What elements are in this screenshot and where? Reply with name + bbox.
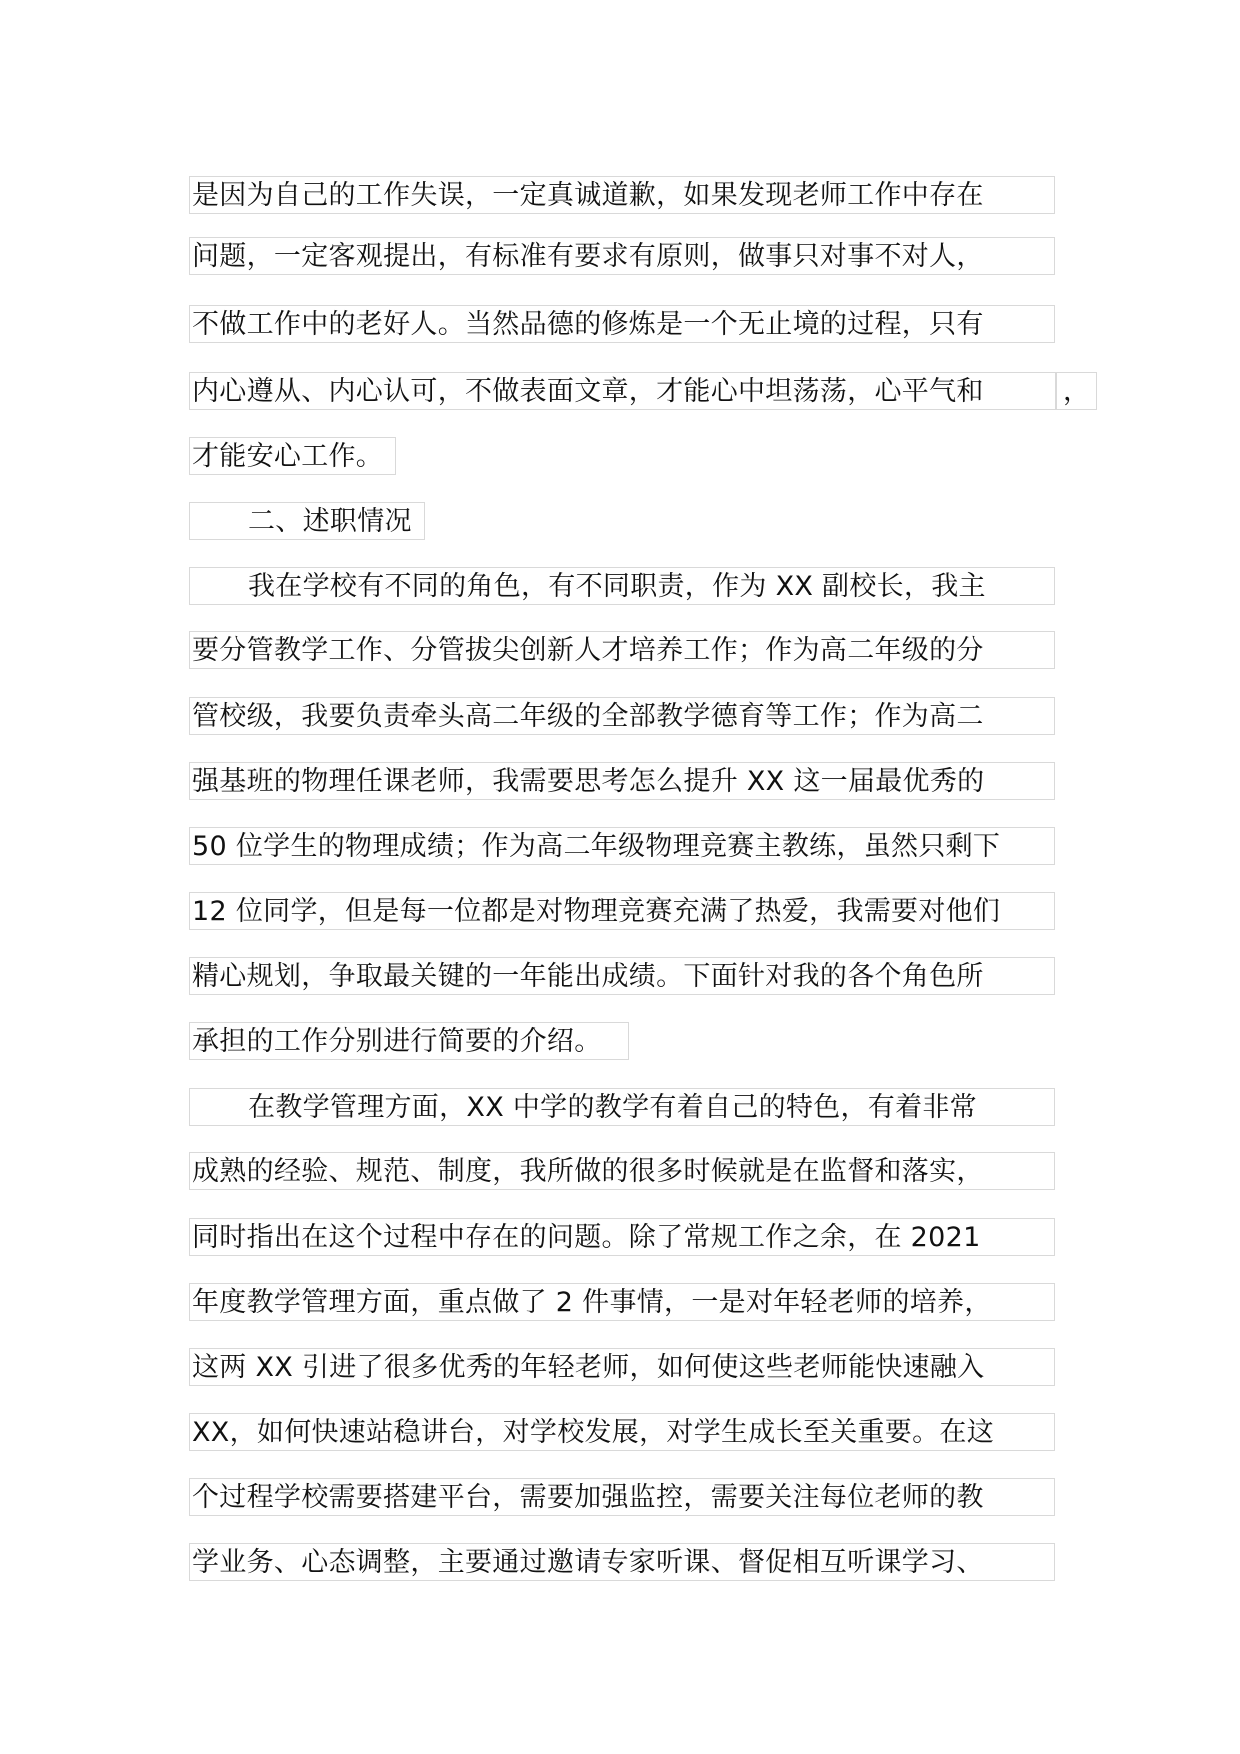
- text-line: 问题，一定客观提出，有标准有要求有原则，做事只对事不对人，: [189, 237, 1055, 275]
- text-line: 内心遵从、内心认可，不做表面文章，才能心中坦荡荡，心平气和: [189, 372, 1056, 410]
- text-line: 在教学管理方面，XX 中学的教学有着自己的特色，有着非常: [189, 1088, 1055, 1126]
- text-line: 才能安心工作。: [189, 437, 396, 475]
- text-line: 12 位同学，但是每一位都是对物理竞赛充满了热爱，我需要对他们: [189, 892, 1055, 930]
- text-line: 个过程学校需要搭建平台，需要加强监控，需要关注每位老师的教: [189, 1478, 1055, 1516]
- text-line: 这两 XX 引进了很多优秀的年轻老师，如何使这些老师能快速融入: [189, 1348, 1055, 1386]
- text-line: 不做工作中的老好人。当然品德的修炼是一个无止境的过程，只有: [189, 305, 1055, 343]
- text-line: 学业务、心态调整，主要通过邀请专家听课、督促相互听课学习、: [189, 1543, 1055, 1581]
- text-line: 我在学校有不同的角色，有不同职责，作为 XX 副校长，我主: [189, 567, 1055, 605]
- text-line: 50 位学生的物理成绩；作为高二年级物理竞赛主教练，虽然只剩下: [189, 827, 1055, 865]
- text-line: 成熟的经验、规范、制度，我所做的很多时候就是在监督和落实，: [189, 1152, 1055, 1190]
- text-line: 年度教学管理方面，重点做了 2 件事情，一是对年轻老师的培养，: [189, 1283, 1055, 1321]
- text-line: 精心规划，争取最关键的一年能出成绩。下面针对我的各个角色所: [189, 957, 1055, 995]
- text-line: XX，如何快速站稳讲台，对学校发展，对学生成长至关重要。在这: [189, 1413, 1055, 1451]
- text-line: 强基班的物理任课老师，我需要思考怎么提升 XX 这一届最优秀的: [189, 762, 1055, 800]
- text-line: 同时指出在这个过程中存在的问题。除了常规工作之余，在 2021: [189, 1218, 1055, 1256]
- text-line: 要分管教学工作、分管拔尖创新人才培养工作；作为高二年级的分: [189, 631, 1055, 669]
- trailing-comma: ，: [1056, 372, 1097, 410]
- text-line: 是因为自己的工作失误，一定真诚道歉，如果发现老师工作中存在: [189, 176, 1055, 214]
- text-line: 管校级，我要负责牵头高二年级的全部教学德育等工作；作为高二: [189, 697, 1055, 735]
- section-heading: 二、述职情况: [189, 502, 425, 540]
- text-line: 承担的工作分别进行简要的介绍。: [189, 1022, 629, 1060]
